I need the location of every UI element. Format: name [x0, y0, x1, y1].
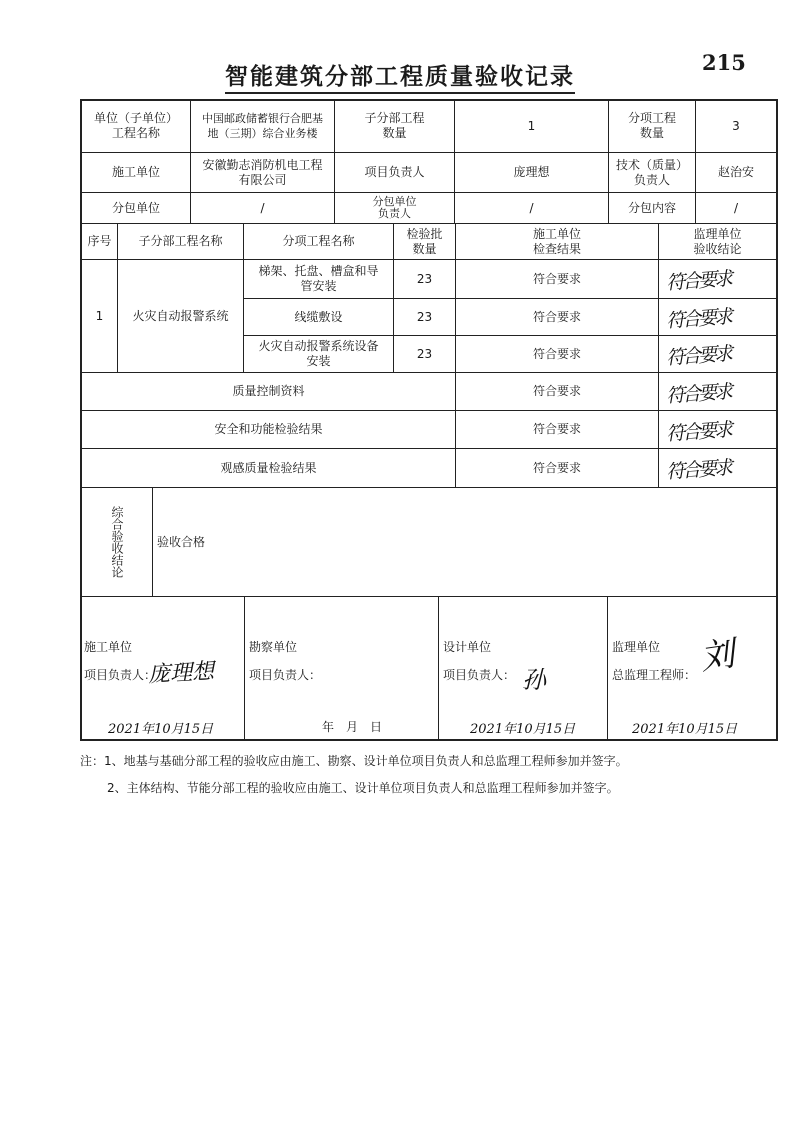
item-signature: 符合要求 [665, 267, 731, 295]
item-batch: 23 [416, 271, 433, 286]
constructor-value: 安徽勤志消防机电工程 有限公司 [202, 157, 323, 187]
construction-date: 2021年10月15日 [108, 722, 214, 737]
conclusion-label: 综合验收结论 [110, 506, 124, 578]
check-label: 观感质量检验结果 [220, 460, 317, 475]
construction-unit: 施工单位 [84, 640, 133, 654]
check-signature: 符合要求 [665, 380, 731, 408]
check-result: 符合要求 [532, 460, 581, 475]
item-result: 符合要求 [532, 271, 581, 286]
supervision-unit: 监理单位 [612, 640, 661, 654]
survey-date: 年 月 日 [322, 720, 383, 734]
col-batch: 检验批 数量 [406, 226, 443, 256]
supervision-signature: 刘 [697, 633, 738, 679]
survey-person: 项目负责人： [249, 668, 322, 682]
survey-unit: 勘察单位 [249, 640, 298, 654]
check-signature: 符合要求 [665, 418, 731, 446]
pm-label: 项目负责人 [364, 165, 425, 179]
group-subdiv: 火灾自动报警系统 [132, 308, 229, 323]
item-signature: 符合要求 [665, 305, 731, 333]
pm-value: 庞理想 [513, 165, 550, 179]
check-label: 安全和功能检验结果 [214, 422, 323, 436]
item-batch: 23 [416, 346, 433, 361]
supervision-date: 2021年10月15日 [632, 722, 738, 737]
item-result: 符合要求 [532, 346, 581, 361]
page-title-text: 智能建筑分部工程质量验收记录 [225, 64, 575, 94]
supervision-person: 总监理工程师： [612, 668, 697, 682]
check-signature: 符合要求 [665, 456, 731, 484]
group-seq: 1 [95, 308, 104, 323]
item-signature: 符合要求 [665, 342, 731, 370]
design-date: 2021年10月15日 [470, 722, 576, 737]
constructor-label: 施工单位 [111, 165, 160, 179]
col-conclusion: 监理单位 验收结论 [693, 226, 742, 256]
col-seq: 序号 [87, 234, 112, 248]
construction-signature: 庞理想 [147, 659, 215, 688]
item-result: 符合要求 [532, 309, 581, 324]
page-title [0, 58, 800, 91]
design-person: 项目负责人： [443, 668, 516, 682]
col-item: 分项工程名称 [282, 234, 355, 248]
check-result: 符合要求 [532, 422, 581, 436]
note-1: 注：1、地基与基础分部工程的验收应由施工、勘察、设计单位项目负责人和总监理工程师参加并签字。 [80, 754, 628, 768]
note-2: 2、主体结构、节能分部工程的验收应由施工、设计单位项目负责人和总监理工程师参加并签字。 [107, 781, 619, 795]
sub-pm-label: 分包单位 负责人 [372, 195, 417, 220]
page-number: 215 [702, 50, 746, 75]
sub-pm-value: / [529, 200, 534, 215]
design-signature: 孙 [522, 666, 546, 694]
sub-count-label: 子分部工程 数量 [364, 111, 425, 140]
subcontract-label: 分包单位 [111, 200, 160, 215]
sub-content-value: / [733, 200, 739, 215]
item-name: 火灾自动报警系统设备 安装 [258, 339, 379, 368]
construction-person: 项目负责人： [84, 668, 157, 682]
item-name: 梯架、托盘、槽盒和导 管安装 [258, 264, 379, 293]
check-result: 符合要求 [532, 384, 581, 398]
subcontract-value: / [260, 200, 265, 215]
item-batch: 23 [416, 309, 433, 324]
conclusion-value: 验收合格 [157, 534, 206, 549]
tech-label: 技术（质量） 负责人 [615, 157, 688, 187]
item-count-label: 分项工程 数量 [627, 111, 676, 140]
check-label: 质量控制资料 [232, 384, 305, 398]
col-subdiv: 子分部工程名称 [138, 234, 223, 248]
design-unit: 设计单位 [443, 640, 492, 654]
col-result: 施工单位 检查结果 [532, 226, 581, 256]
item-count-value: 3 [732, 118, 740, 133]
sub-content-label: 分包内容 [627, 200, 676, 215]
unit-label: 单位（子单位） 工程名称 [93, 111, 178, 140]
item-name: 线缆敷设 [294, 309, 343, 324]
tech-value: 赵治安 [717, 165, 754, 179]
unit-value: 中国邮政储蓄银行合肥基 地（三期）综合业务楼 [202, 112, 323, 140]
sub-count-value: 1 [527, 118, 536, 133]
